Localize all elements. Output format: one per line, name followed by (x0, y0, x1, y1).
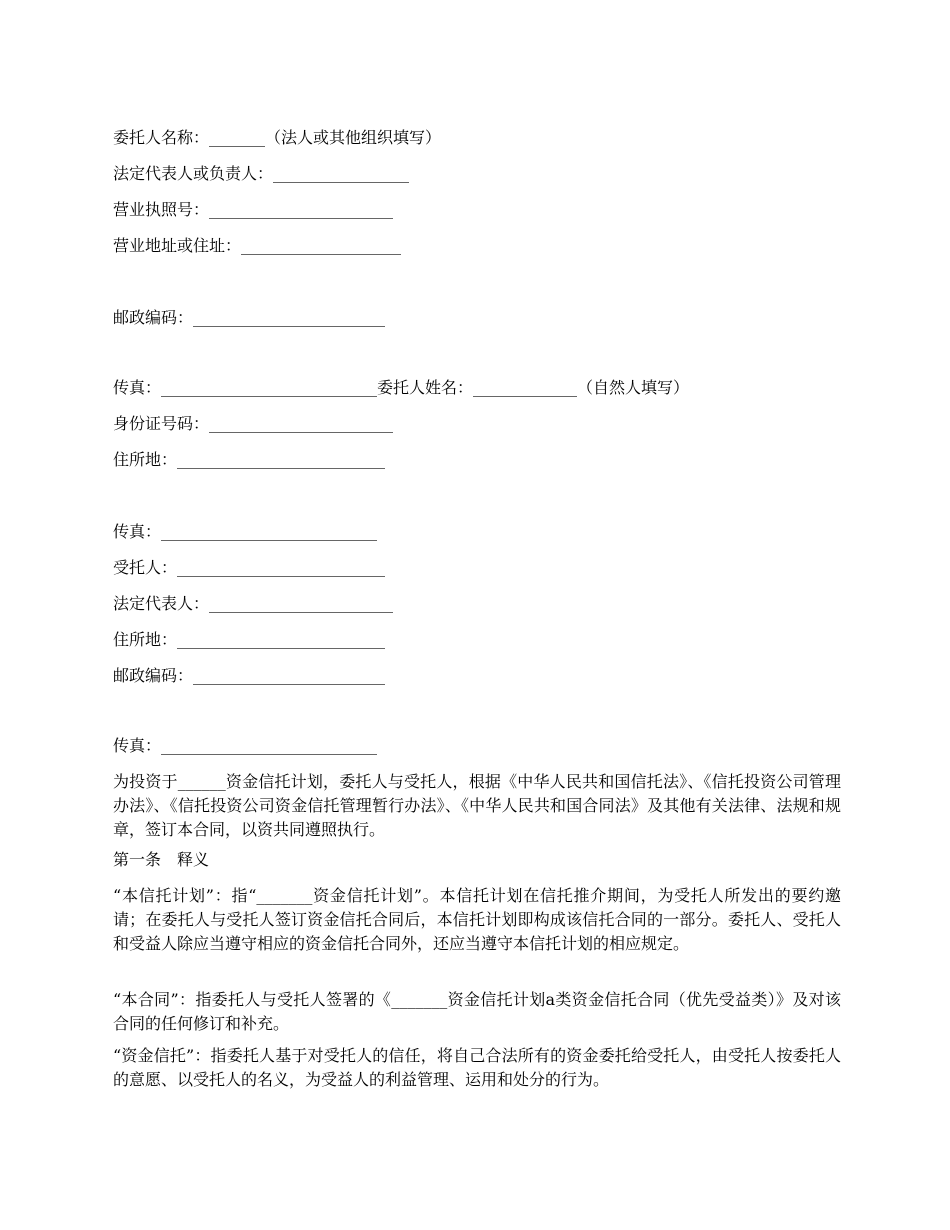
trustee-residence-field: 住所地：__________________________ (113, 630, 386, 649)
trustor-legal-rep-field: 法定代表人或负责人：_________________ (113, 164, 410, 183)
definition-trust-plan: “本信托计划”：指“_______资金信托计划”。本信托计划在信托推介期间，为受托人所发出的要约邀请；在委托人与受托人签订资金信托合同后，本信托计划即构成该信托合同的一部分。委托人、受托人和受益人除应当遵守相应的资金信托合同外，还应当遵守本信托计划的相应规定。 (113, 886, 841, 953)
trustee-legal-rep-field: 法定代表人：_______________________ (113, 594, 394, 613)
person-residence-field: 住所地：__________________________ (113, 450, 386, 469)
preamble-paragraph: 为投资于______资金信托计划，委托人与受托人，根据《中华人民共和国信托法》、《信托投资公司管理办法》、《信托投资公司资金信托管理暂行办法》、《中华人民共和国合同法》及其他有关法律、法规和规章，签订本合同，以资共同遵照执行。 (113, 772, 841, 839)
person-fax-field: 传真：___________________________ (113, 522, 378, 541)
article-1-title: 第一条 释义 (113, 850, 210, 869)
trustee-field: 受托人：__________________________ (113, 558, 386, 577)
definition-contract: “本合同”：指委托人与受托人签署的《_______资金信托计划a类资金信托合同（优先受益类）》及对该合同的任何修订和补充。 (113, 990, 841, 1033)
trustee-fax-field: 传真：___________________________ (113, 736, 378, 755)
trustor-name-field: 委托人名称：_______（法人或其他组织填写） (113, 128, 442, 147)
trustor-postcode-field: 邮政编码：________________________ (113, 308, 386, 327)
trustor-license-field: 营业执照号：_______________________ (113, 200, 394, 219)
trustor-fax-and-person-field: 传真：___________________________委托人姓名：_____________（自然人填写） (113, 378, 690, 397)
trustor-address-field: 营业地址或住址：____________________ (113, 236, 402, 255)
definition-fund-trust: “资金信托”：指委托人基于对受托人的信任，将自己合法所有的资金委托给受托人，由受托人按委托人的意愿、以受托人的名义，为受益人的利益管理、运用和处分的行为。 (113, 1046, 841, 1089)
trustee-postcode-field: 邮政编码：________________________ (113, 666, 386, 685)
person-id-field: 身份证号码：_______________________ (113, 414, 394, 433)
